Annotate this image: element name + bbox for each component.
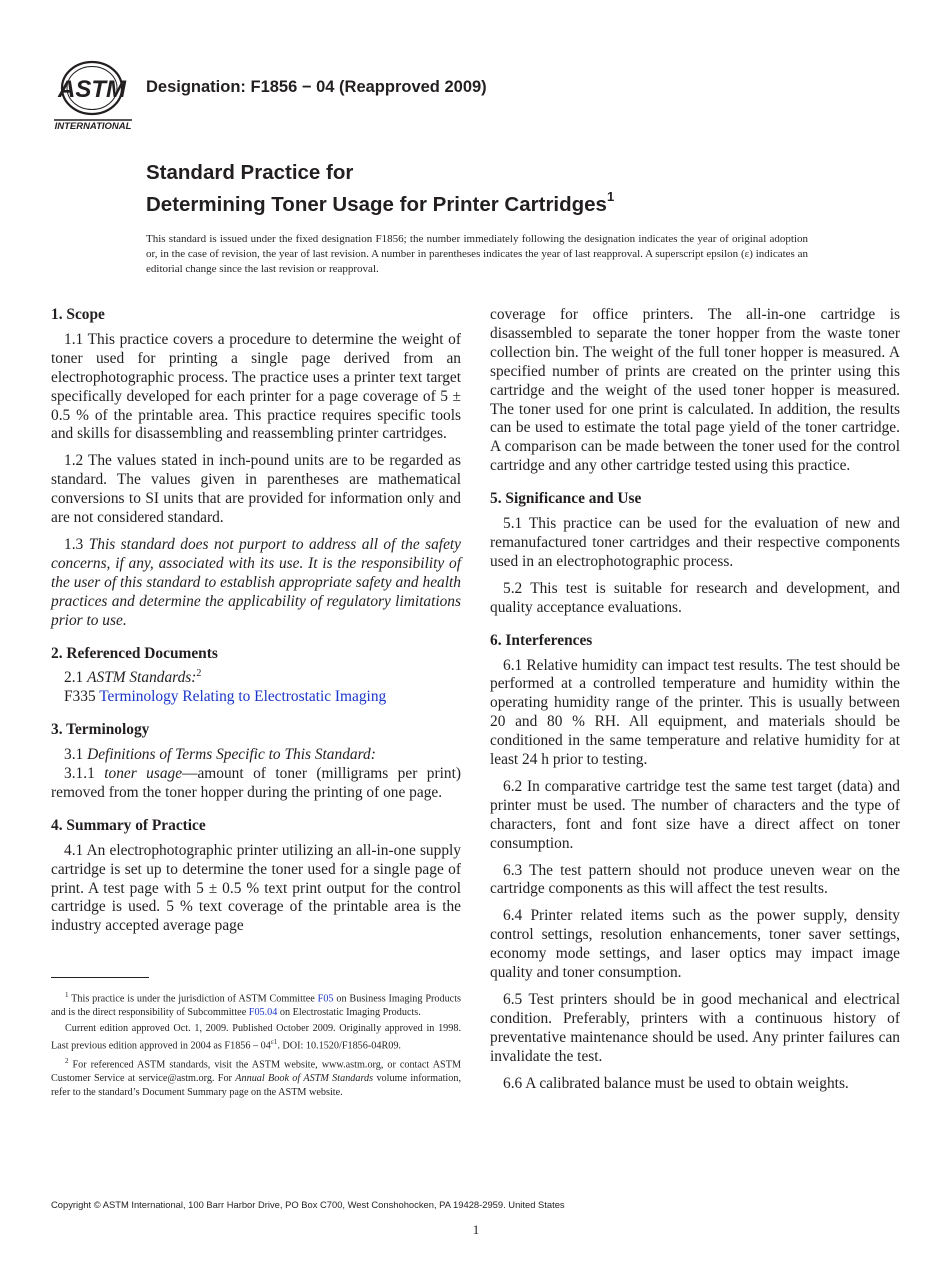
defined-term: toner usage — [104, 765, 183, 783]
paragraph-1-1: 1.1 This practice covers a procedure to determine the weight of toner used for printing a single page derived from an electrophotographic process. The practice uses a printer text target specifically developed for each printer for a page coverage of 5 ± 0.5 % of the printable area. This practice requires specific tools and skills for disassembling and reassembling printer cartridges. — [51, 330, 461, 443]
page-number: 1 — [472, 1222, 480, 1237]
footnote-1-edition — [51, 1022, 461, 1053]
left-column — [51, 306, 461, 936]
section-heading-significance: 5. Significance and Use — [490, 490, 642, 508]
paragraph-number: 3.1.1 — [64, 765, 105, 783]
paragraph-1-3 — [51, 536, 461, 631]
subcommittee-link[interactable]: F05.04 — [248, 1007, 278, 1019]
logo-text: ASTM — [58, 76, 126, 103]
committee-link[interactable]: F05 — [317, 993, 334, 1005]
designation: Designation: F1856 − 04 (Reapproved 2009) — [146, 78, 487, 96]
paragraph-3-1-1 — [51, 765, 461, 803]
logo-subtext: INTERNATIONAL — [54, 121, 132, 132]
astm-logo-icon — [50, 58, 136, 134]
section-heading-summary: 4. Summary of Practice — [51, 816, 206, 834]
footnote-text: For referenced ASTM standards, visit the ASTM website, www.astm.org, or contact ASTM Customer Service at service@astm.org. For — [51, 1059, 461, 1085]
definition-text: —amount of toner (milligrams per print) removed from the toner hopper during the printing of one page. — [51, 765, 461, 801]
paragraph-number: 2.1 — [64, 669, 88, 687]
paragraph-6-5: 6.5 Test printers should be in good mechanical and electrical condition. Preferably, printers with a continuous history of preventative maintenance should be used. Any printer failures can invalidate the test. — [490, 991, 900, 1065]
document-title — [146, 160, 614, 218]
section-heading-referenced-documents: 2. Referenced Documents — [51, 644, 218, 662]
section-heading-terminology: 3. Terminology — [51, 721, 150, 739]
paragraph-5-2: 5.2 This test is suitable for research and development, and quality acceptance evaluations. — [490, 579, 900, 616]
footnote-text: . DOI: 10.1520/F1856-04R09. — [277, 1040, 401, 1052]
footnote-text: on Electrostatic Imaging Products. — [277, 1007, 421, 1019]
safety-statement: This standard does not purport to address all of the safety concerns, if any, associated with its use. It is the responsibility of the user of this standard to establish appropriate safety and health practices and determine the applicability of regulatory limitations prior to use. — [51, 535, 462, 629]
section-heading-scope: 1. Scope — [51, 306, 105, 323]
issuance-note: This standard is issued under the fixed designation F1856; the number immediately following the designation indicates the year of original adoption or, in the case of revision, the year of last revision. A number in parentheses indicates the year of last reapproval. A superscript epsilon (ε) indicates an editorial change since the last revision or reapproval. — [146, 233, 808, 275]
footnote-mark: 1 — [65, 991, 69, 999]
annual-book-title: Annual Book of ASTM Standards — [235, 1073, 374, 1085]
footnote-mark: 2 — [65, 1056, 69, 1065]
copyright-notice: Copyright © ASTM International, 100 Barr Harbor Drive, PO Box C700, West Conshohocken, PA 19428-2959. United States — [51, 1199, 565, 1210]
footnote-2 — [51, 1055, 461, 1100]
reference-code: F335 — [64, 688, 100, 706]
definitions-label: Definitions of Terms Specific to This Standard: — [87, 746, 376, 764]
paragraph-6-1: 6.1 Relative humidity can impact test results. The test should be performed at a controlled temperature and humidity within the operating humidity range of the printer. This is usually between 20 and 80 % RH. All equipment, and materials should be conditioned in the same temperature and relative humidity for at least 24 h prior to testing. — [490, 656, 900, 769]
footnote-mark: 2 — [196, 668, 202, 680]
paragraph-4-1-continued: coverage for office printers. The all-in-one cartridge is disassembled to separate the toner hopper from the waste toner collection bin. The weight of the full toner hopper is measured. A specified number of prints are created on the printer using this cartridge and the weight of the used toner hopper is measured. The toner used for one print is calculated. In addition, the results can be used to estimate the total page yield of the toner cartridge. A comparison can be made between the toner used for the control cartridge and any other cartridge tested using this practice. — [490, 306, 900, 475]
paragraph-2-1 — [51, 669, 461, 688]
paragraph-number: 3.1 — [64, 746, 88, 764]
footnote-text: volume information, refer to the standard’s Document Summary page on the ASTM website. — [51, 1073, 461, 1098]
section-heading-interferences: 6. Interferences — [490, 631, 593, 649]
paragraph-1-2: 1.2 The values stated in inch-pound units are to be regarded as standard. The values given in parentheses are mathematical conversions to SI units that are provided for information only and are not considered standard. — [51, 452, 461, 527]
footnote-1 — [51, 989, 461, 1020]
title-footnote-mark: 1 — [606, 189, 615, 204]
footnote-text: Current edition approved Oct. 1, 2009. Published October 2009. Originally approved in 1998. Last previous edition approved in 2004 as F1856 – 04 — [51, 1022, 461, 1052]
paragraph-6-2: 6.2 In comparative cartridge test the same test target (data) and printer must be used. The number of characters and the type of characters, font and font size have a direct affect on toner consumption. — [490, 777, 900, 852]
footnote-text: This practice is under the jurisdiction of ASTM Committee — [68, 993, 318, 1005]
title-line-2 — [146, 186, 614, 218]
paragraph-6-6: 6.6 A calibrated balance must be used to obtain weights. — [503, 1074, 849, 1092]
paragraph-4-1: 4.1 An electrophotographic printer utilizing an all-in-one supply cartridge is set up to determine the toner used for a single page of print. A test page with 5 ± 0.5 % text print output for the control cartridge is used. 5 % text coverage of the printable area is the industry accepted average page — [51, 841, 461, 935]
title-line-1: Standard Practice for — [146, 161, 354, 184]
reference-link-f335[interactable]: Terminology Relating to Electrostatic Imaging — [99, 688, 387, 706]
astm-standards-label: ASTM Standards: — [87, 669, 197, 687]
right-column — [490, 306, 900, 1094]
paragraph-3-1 — [51, 746, 461, 765]
footnote-divider — [51, 977, 149, 978]
footnotes — [51, 989, 461, 1102]
paragraph-6-4: 6.4 Printer related items such as the power supply, density control settings, resolution enhancements, toner saver settings, economy mode settings, and laser optics may impact image quality and toner consumption. — [490, 907, 900, 982]
paragraph-number: 1.3 — [64, 535, 89, 553]
astm-logo — [50, 58, 136, 134]
epsilon-mark: ε1 — [270, 1037, 278, 1046]
reference-f335 — [51, 688, 461, 707]
paragraph-6-3: 6.3 The test pattern should not produce uneven wear on the cartridge components as this will affect the test results. — [490, 861, 900, 898]
footnote-text: on Business Imaging Products and is the direct responsibility of Subcommittee — [51, 993, 461, 1019]
paragraph-5-1: 5.1 This practice can be used for the evaluation of new and remanufactured toner cartridges and their respective components used in an electrophotographic process. — [490, 515, 900, 570]
title-text: Determining Toner Usage for Printer Cartridges — [146, 192, 607, 216]
